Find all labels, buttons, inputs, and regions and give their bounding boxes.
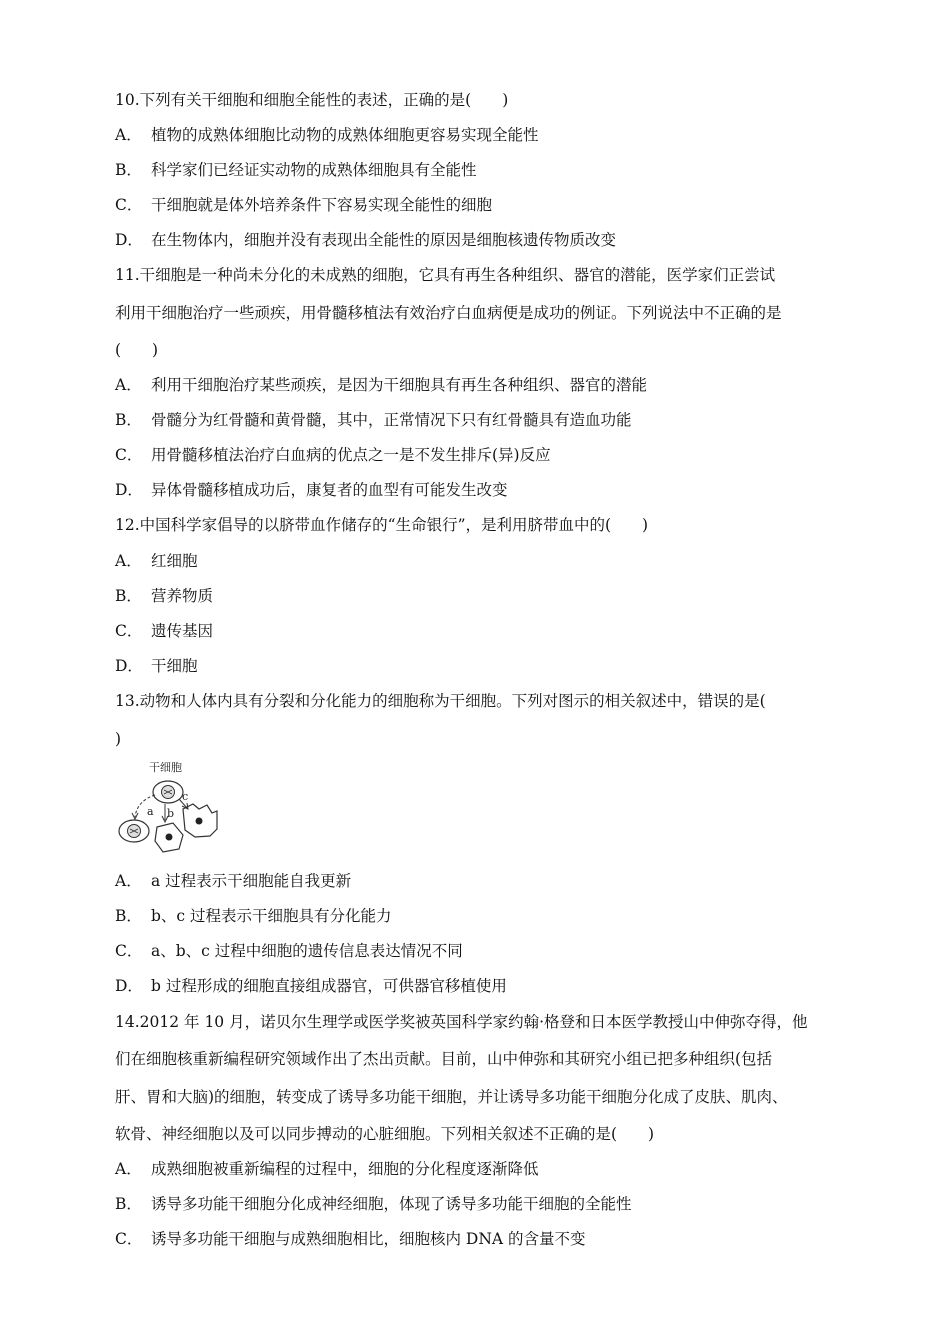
option-text: 红细胞 (151, 552, 198, 570)
label-a: a (147, 805, 154, 818)
option-letter: C． (115, 622, 143, 640)
option-letter: D． (115, 657, 143, 675)
q10-option-c (115, 194, 850, 216)
q10-option-d (115, 229, 850, 251)
q11-option-b (115, 409, 850, 431)
q12-option-d (115, 655, 850, 677)
q14-stem-line2: 们在细胞核重新编程研究领域作出了杰出贡献。目前，山中伸弥和其研究小组已把多种组织(包括 (115, 1050, 773, 1068)
q13-stem-line1: 13.动物和人体内具有分裂和分化能力的细胞称为干细胞。下列对图示的相关叙述中，错误的是( (115, 692, 766, 710)
label-b: b (167, 807, 175, 820)
option-letter: C． (115, 196, 143, 214)
option-letter: A． (115, 126, 142, 144)
q11-option-a (115, 374, 850, 396)
option-letter: B． (115, 907, 142, 925)
label-c: c (182, 790, 189, 803)
option-text: a、b、c 过程中细胞的遗传信息表达情况不同 (151, 942, 463, 960)
option-text: b 过程形成的细胞直接组成器官，可供器官移植使用 (151, 977, 507, 995)
diagram-title: 干细胞 (149, 761, 182, 774)
option-text: a 过程表示干细胞能自我更新 (151, 872, 352, 890)
option-text: 干细胞 (151, 657, 198, 675)
q11-stem-line1: 11.干细胞是一种尚未分化的未成熟的细胞，它具有再生各种组织、器官的潜能，医学家们正尝试 (115, 266, 776, 284)
option-text: 利用干细胞治疗某些顽疾，是因为干细胞具有再生各种组织、器官的潜能 (151, 376, 648, 394)
differentiated-cell-c-nucleus (196, 818, 203, 825)
option-letter: A． (115, 376, 142, 394)
stem-cell-diagram-svg (113, 757, 225, 857)
q11-option-d (115, 479, 850, 501)
option-letter: C． (115, 446, 143, 464)
option-letter: C． (115, 1230, 143, 1248)
option-text: 植物的成熟体细胞比动物的成熟体细胞更容易实现全能性 (151, 126, 539, 144)
option-letter: D． (115, 977, 143, 995)
option-text: 在生物体内，细胞并没有表现出全能性的原因是细胞核遗传物质改变 (151, 231, 617, 249)
option-text: 成熟细胞被重新编程的过程中，细胞的分化程度逐渐降低 (151, 1160, 539, 1178)
option-letter: A． (115, 1160, 142, 1178)
option-letter: A． (115, 872, 142, 890)
q10-option-b (115, 159, 850, 181)
stem-cell-diagram (113, 757, 225, 857)
q11-stem-line3: ( ) (115, 341, 159, 359)
differentiated-cell-b-nucleus (166, 834, 173, 841)
option-letter: A． (115, 552, 142, 570)
q14-option-b (115, 1193, 850, 1215)
option-text: 诱导多功能干细胞与成熟细胞相比，细胞核内 DNA 的含量不变 (151, 1230, 586, 1248)
q14-option-a (115, 1158, 850, 1180)
q12-option-c (115, 620, 850, 642)
q10-option-a (115, 124, 850, 146)
q11-stem-line2: 利用干细胞治疗一些顽疾，用骨髓移植法有效治疗白血病便是成功的例证。下列说法中不正确的是 (115, 304, 782, 322)
option-text: 科学家们已经证实动物的成熟体细胞具有全能性 (151, 161, 477, 179)
option-text: 骨髓分为红骨髓和黄骨髓，其中，正常情况下只有红骨髓具有造血功能 (151, 411, 632, 429)
q14-option-c (115, 1228, 850, 1250)
option-text: 诱导多功能干细胞分化成神经细胞，体现了诱导多功能干细胞的全能性 (151, 1195, 632, 1213)
option-letter: B． (115, 587, 142, 605)
q14-stem-line4: 软骨、神经细胞以及可以同步搏动的心脏细胞。下列相关叙述不正确的是( ) (115, 1125, 655, 1143)
q11-option-c (115, 444, 850, 466)
q13-option-d (115, 975, 850, 997)
q13-stem-line2: ) (115, 730, 122, 748)
option-text: 遗传基因 (151, 622, 214, 640)
option-text: b、c 过程表示干细胞具有分化能力 (151, 907, 392, 925)
option-letter: D． (115, 481, 143, 499)
q12-stem: 12.中国科学家倡导的以脐带血作储存的“生命银行”，是利用脐带血中的( ) (115, 516, 649, 534)
q12-option-b (115, 585, 850, 607)
option-text: 用骨髓移植法治疗白血病的优点之一是不发生排斥(异)反应 (151, 446, 551, 464)
q10-stem: 10.下列有关干细胞和细胞全能性的表述，正确的是( ) (115, 91, 509, 109)
q13-option-c (115, 940, 850, 962)
option-text: 异体骨髓移植成功后，康复者的血型有可能发生改变 (151, 481, 508, 499)
q13-option-a (115, 870, 850, 892)
option-text: 营养物质 (151, 587, 214, 605)
q13-option-b (115, 905, 850, 927)
option-letter: C． (115, 942, 143, 960)
option-text: 干细胞就是体外培养条件下容易实现全能性的细胞 (151, 196, 493, 214)
q12-option-a (115, 550, 850, 572)
q14-stem-line1: 14.2012 年 10 月，诺贝尔生理学或医学奖被英国科学家约翰·格登和日本医学教授山中伸弥夺得，他 (115, 1013, 808, 1031)
q14-stem-line3: 肝、胃和大脑)的细胞，转变成了诱导多功能干细胞，并让诱导多功能干细胞分化成了皮肤、肌肉、 (115, 1088, 788, 1106)
option-letter: D． (115, 231, 143, 249)
option-letter: B． (115, 161, 142, 179)
option-letter: B． (115, 411, 142, 429)
option-letter: B． (115, 1195, 142, 1213)
